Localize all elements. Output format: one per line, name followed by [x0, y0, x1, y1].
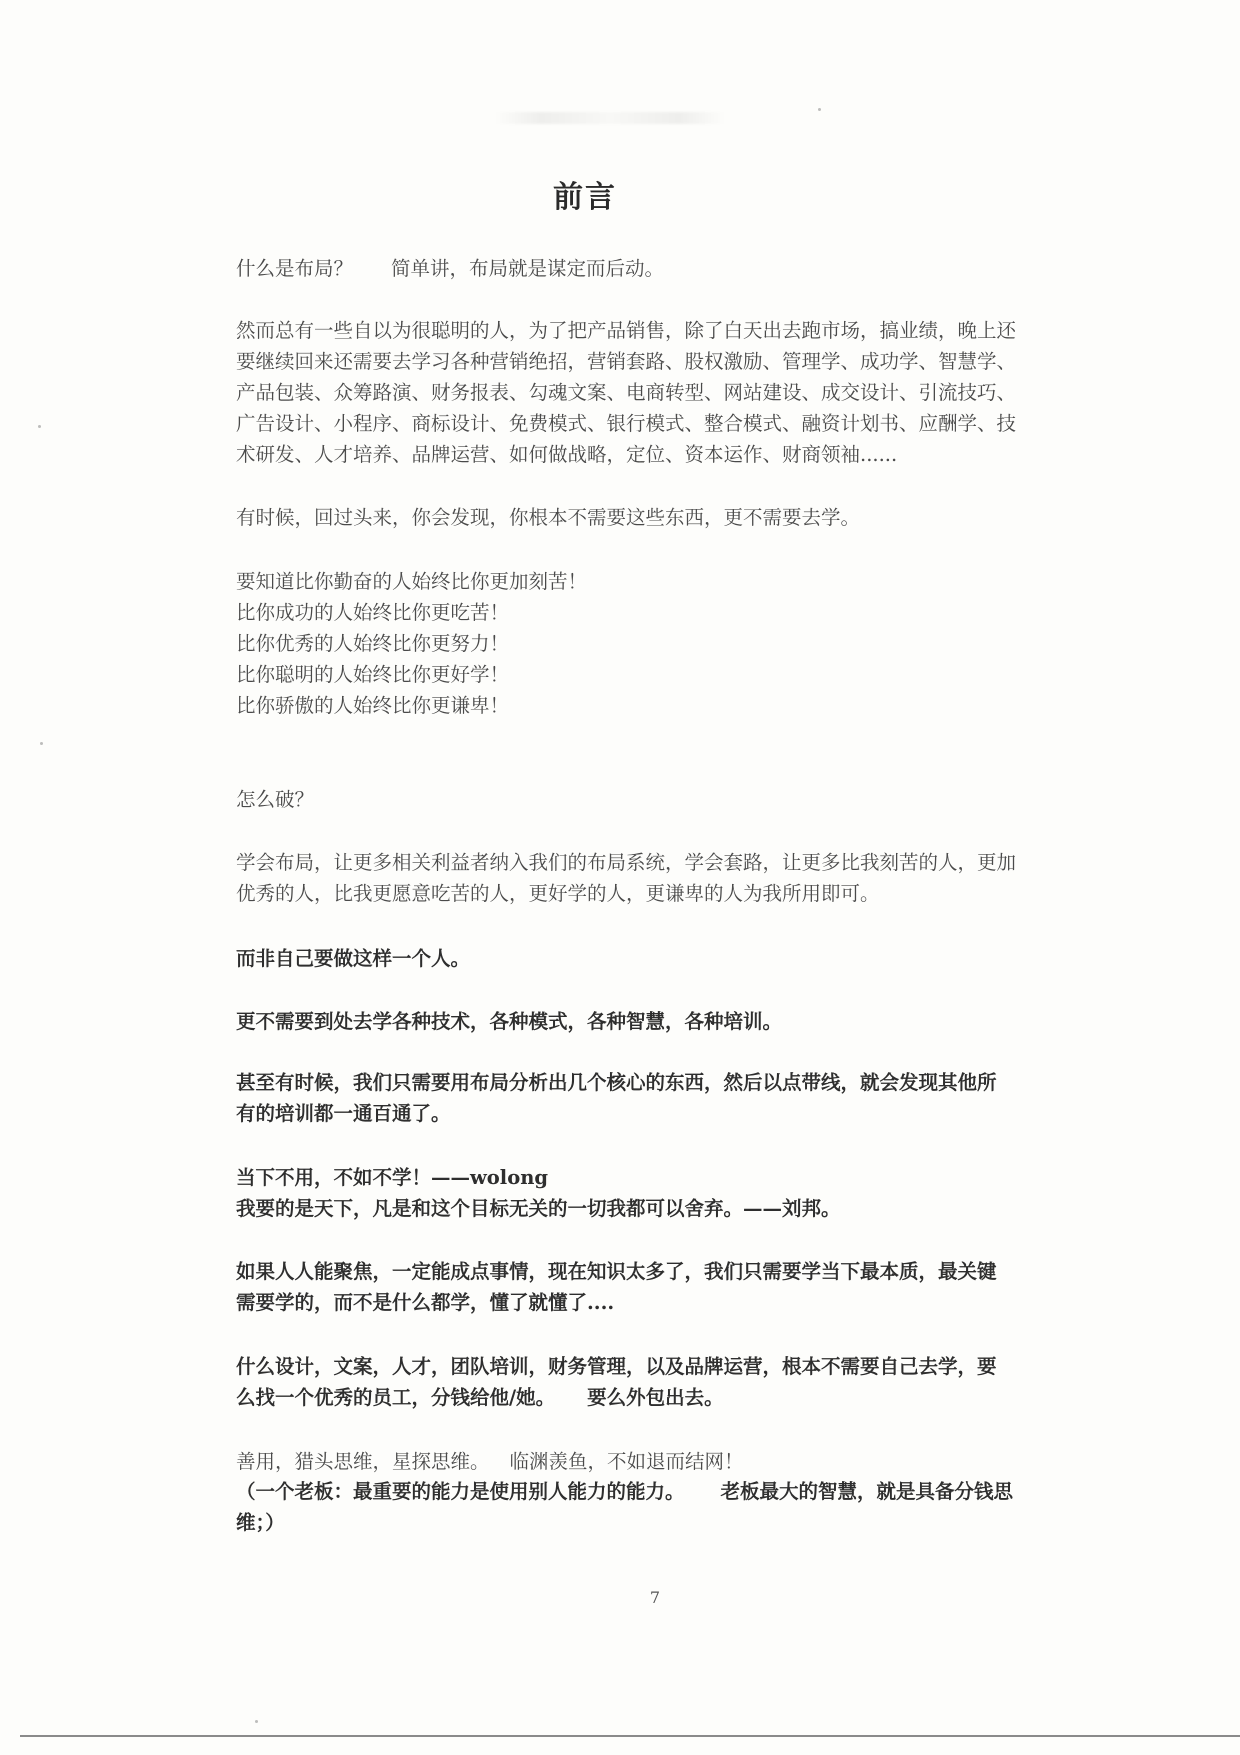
bold-paragraph-core-analysis [236, 1067, 1074, 1129]
bold-paragraph-quotes [236, 1162, 1074, 1224]
bold-paragraph-not-yourself [236, 943, 1074, 974]
text-segment: 临渊羡鱼，不如退而结网！ [509, 1450, 744, 1473]
text-segment: 老板最大的智慧，就是具备分钱思 [720, 1480, 1014, 1503]
paragraph-how-to-break [236, 784, 1074, 815]
text-line: 更不需要到处去学各种技术，各种模式，各种智慧，各种培训。 [236, 1010, 783, 1033]
scan-speck [818, 108, 821, 111]
text-line: 术研发、人才培养、品牌运营、如何做战略，定位、资本运作、财商领袖...... [236, 443, 898, 466]
text-line: 要知道比你勤奋的人始终比你更加刻苦！ [236, 570, 588, 593]
paragraph-clever-people [236, 315, 1074, 470]
text-line: 有的培训都一通百通了。 [236, 1102, 451, 1125]
text-line: 比你成功的人始终比你更吃苦！ [236, 601, 510, 624]
text-line: 如果人人能聚焦，一定能成点事情，现在知识太多了，我们只需要学当下最本质，最关键 [236, 1260, 997, 1283]
quote-wolong: 当下不用，不如不学！——wolong [236, 1166, 549, 1189]
page-number: 7 [649, 1588, 661, 1607]
question-text: 什么是布局？ [236, 257, 354, 280]
text-line: 广告设计、小程序、商标设计、免费模式、银行模式、整合模式、融资计划书、应酬学、技 [236, 412, 1017, 435]
scan-speck [38, 425, 41, 428]
bold-paragraph-no-need-to-learn [236, 1006, 1074, 1037]
bold-paragraph-focus [236, 1256, 1074, 1318]
paragraph-headhunter [236, 1446, 1074, 1477]
text-line: 需要学的，而不是什么都学，懂了就懂了.... [236, 1291, 615, 1314]
scan-artifact [495, 112, 725, 124]
text-line: 甚至有时候，我们只需要用布局分析出几个核心的东西，然后以点带线，就会发现其他所 [236, 1071, 997, 1094]
bold-paragraph-boss-ability [236, 1476, 1074, 1538]
text-line: 什么设计，文案，人才，团队培训，财务管理，以及品牌运营，根本不需要自己去学，要 [236, 1355, 997, 1378]
paragraph-look-back [236, 502, 1074, 533]
text-line: 而非自己要做这样一个人。 [236, 947, 471, 970]
paragraph-comparisons [236, 566, 1074, 721]
text-line: 优秀的人，比我更愿意吃苦的人，更好学的人，更谦卑的人为我所用即可。 [236, 882, 880, 905]
text-line: 产品包装、众筹路演、财务报表、勾魂文案、电商转型、网站建设、成交设计、引流技巧、 [236, 381, 1017, 404]
text-line: 要继续回来还需要去学习各种营销绝招，营销套路、股权激励、管理学、成功学、智慧学、 [236, 350, 1017, 373]
bottom-divider [20, 1735, 1240, 1737]
text-line: 比你骄傲的人始终比你更谦卑！ [236, 694, 510, 717]
text-segment: （一个老板：最重要的能力是使用别人能力的能力。 [236, 1480, 685, 1503]
text-line: 然而总有一些自以为很聪明的人，为了把产品销售，除了白天出去跑市场，搞业绩，晚上还 [236, 319, 1017, 342]
scan-speck [255, 1720, 258, 1723]
page-title: 前言 [553, 180, 617, 215]
scan-speck [40, 742, 43, 745]
text-line: 有时候，回过头来，你会发现，你根本不需要这些东西，更不需要去学。 [236, 506, 861, 529]
text-line: 比你聪明的人始终比你更好学！ [236, 663, 510, 686]
text-line: 维；） [236, 1511, 285, 1534]
text-line: 学会布局，让更多相关利益者纳入我们的布局系统，学会套路，让更多比我刻苦的人，更加 [236, 851, 1017, 874]
text-segment: 善用，猎头思维，星探思维。 [236, 1450, 490, 1473]
text-segment: 要么外包出去。 [587, 1386, 724, 1409]
answer-text: 简单讲，布局就是谋定而后动。 [391, 257, 665, 280]
quote-liubang: 我要的是天下，凡是和这个目标无关的一切我都可以舍弃。——刘邦。 [236, 1197, 841, 1220]
paragraph-learn-layout [236, 847, 1074, 909]
paragraph-what-is-layout [236, 253, 1074, 284]
text-line: 怎么破？ [236, 788, 315, 811]
text-line: 比你优秀的人始终比你更努力！ [236, 632, 510, 655]
bold-paragraph-outsourcing [236, 1351, 1074, 1413]
text-segment: 么找一个优秀的员工，分钱给他/她。 [236, 1386, 556, 1409]
